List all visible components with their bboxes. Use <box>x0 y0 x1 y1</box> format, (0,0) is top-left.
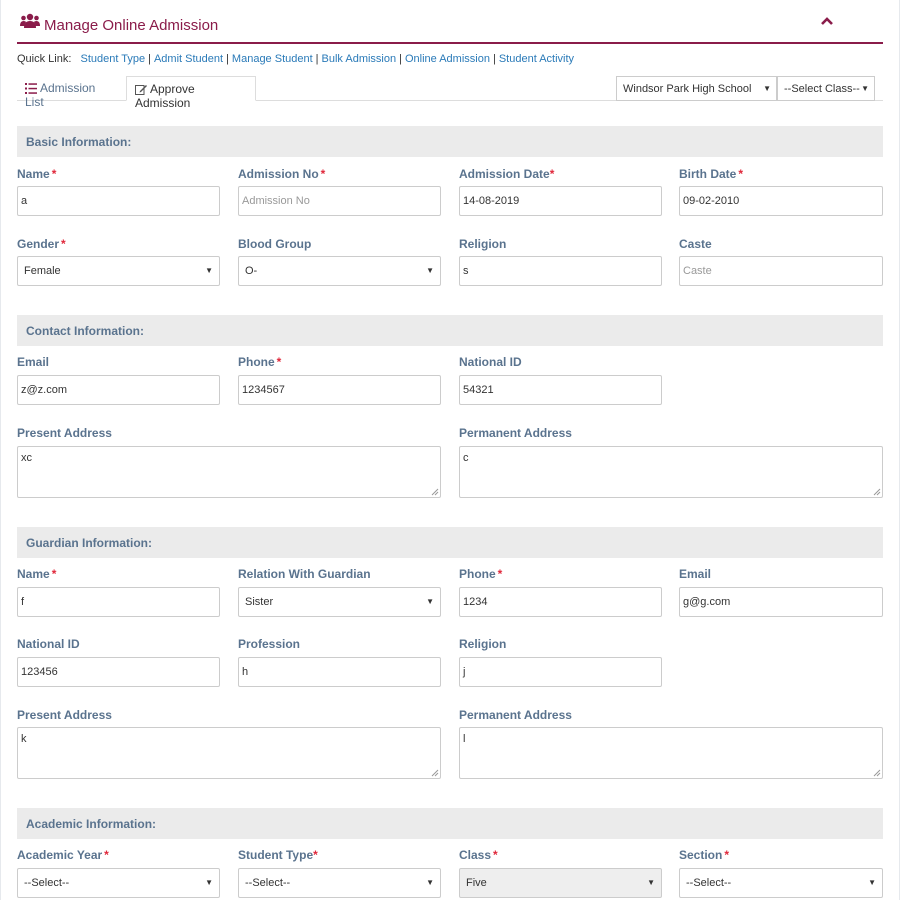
class-select[interactable] <box>459 868 662 898</box>
guardian-email-input[interactable]: g@g.com <box>679 587 883 617</box>
gender-select[interactable] <box>17 256 220 286</box>
panel-header <box>17 0 883 44</box>
caret-down-icon: ▼ <box>205 266 213 275</box>
list-ol-icon <box>25 83 37 94</box>
national-id-label: National ID <box>459 355 522 369</box>
relation-select[interactable] <box>238 587 441 617</box>
class-filter-value: --Select Class-- <box>784 83 860 95</box>
caste-label: Caste <box>679 237 712 251</box>
guardian-phone-input[interactable]: 1234 <box>459 587 662 617</box>
admission-no-label: Admission No * <box>238 167 326 181</box>
class-value: Five <box>466 877 487 889</box>
permanent-address-textarea[interactable] <box>459 446 883 498</box>
guardian-permanent-address-value: l <box>463 733 466 745</box>
email-input[interactable]: z@z.com <box>17 375 220 405</box>
academic-year-label: Academic Year * <box>17 848 109 862</box>
separator: | <box>315 53 319 65</box>
admission-no-input[interactable]: Admission No <box>238 186 441 216</box>
link-bulk-admission[interactable]: Bulk Admission <box>321 53 397 65</box>
guardian-name-label: Name * <box>17 567 57 581</box>
profession-label: Profession <box>238 637 301 651</box>
caret-down-icon: ▼ <box>763 84 771 93</box>
guardian-present-address-value: k <box>21 733 27 745</box>
tab-admission-list[interactable] <box>17 76 124 109</box>
separator: | <box>399 53 402 65</box>
section-basic-information: Basic Information: <box>17 126 883 157</box>
section-contact-information: Contact Information: <box>17 315 883 346</box>
link-online-admission[interactable]: Online Admission <box>404 53 490 65</box>
present-address-value: xc <box>21 452 32 464</box>
name-label: Name * <box>17 167 57 181</box>
gender-value: Female <box>24 265 61 277</box>
section-academic-information: Academic Information: <box>17 808 883 839</box>
caret-down-icon: ▼ <box>205 878 213 887</box>
quick-links-label: Quick Link: <box>17 53 72 65</box>
admission-date-input[interactable]: 14-08-2019 <box>459 186 662 216</box>
student-type-select[interactable] <box>238 868 441 898</box>
guardian-religion-label: Religion <box>459 637 507 651</box>
tab-approve-admission-label: Approve Admission <box>135 82 195 110</box>
present-address-label: Present Address <box>17 426 112 440</box>
link-admit-student[interactable]: Admit Student <box>153 53 224 65</box>
guardian-email-label: Email <box>679 567 712 581</box>
tab-approve-admission[interactable] <box>126 76 256 110</box>
gender-label: Gender * <box>17 237 66 251</box>
caret-down-icon: ▼ <box>426 878 434 887</box>
student-type-value: --Select-- <box>245 877 291 889</box>
present-address-textarea[interactable] <box>17 446 441 498</box>
birth-date-label: Birth Date * <box>679 167 744 181</box>
email-label: Email <box>17 355 50 369</box>
phone-input[interactable]: 1234567 <box>238 375 441 405</box>
academic-year-select[interactable] <box>17 868 220 898</box>
phone-label: Phone * <box>238 355 282 369</box>
guardian-present-address-textarea[interactable] <box>17 727 441 779</box>
blood-group-select[interactable] <box>238 256 441 286</box>
caret-down-icon: ▼ <box>426 266 434 275</box>
section-value: --Select-- <box>686 877 732 889</box>
school-select-value: Windsor Park High School <box>623 83 752 95</box>
class-filter-select[interactable] <box>777 76 875 101</box>
separator: | <box>492 53 496 65</box>
guardian-name-input[interactable]: f <box>17 587 220 617</box>
caret-down-icon: ▼ <box>647 878 655 887</box>
guardian-permanent-address-label: Permanent Address <box>459 708 572 722</box>
link-manage-student[interactable]: Manage Student <box>231 53 313 65</box>
section-label: Section * <box>679 848 730 862</box>
academic-year-value: --Select-- <box>24 877 70 889</box>
national-id-input[interactable]: 54321 <box>459 375 662 405</box>
admission-date-label: Admission Date* <box>459 167 555 181</box>
users-icon <box>20 13 40 29</box>
blood-group-value: O- <box>245 265 258 277</box>
page-title: Manage Online Admission <box>44 17 219 34</box>
section-select[interactable] <box>679 868 883 898</box>
resize-grip-icon[interactable] <box>873 769 881 777</box>
religion-label: Religion <box>459 237 507 251</box>
separator: | <box>226 53 229 65</box>
name-input[interactable]: a <box>17 186 220 216</box>
relation-value: Sister <box>245 596 274 608</box>
profession-input[interactable]: h <box>238 657 441 687</box>
religion-input[interactable]: s <box>459 256 662 286</box>
link-student-activity[interactable]: Student Activity <box>498 53 575 65</box>
caret-down-icon: ▼ <box>861 84 869 93</box>
section-guardian-information: Guardian Information: <box>17 527 883 558</box>
guardian-permanent-address-textarea[interactable] <box>459 727 883 779</box>
caret-down-icon: ▼ <box>426 597 434 606</box>
guardian-present-address-label: Present Address <box>17 708 112 722</box>
permanent-address-value: c <box>463 452 469 464</box>
birth-date-input[interactable]: 09-02-2010 <box>679 186 883 216</box>
caret-down-icon: ▼ <box>868 878 876 887</box>
guardian-religion-input[interactable]: j <box>459 657 662 687</box>
school-select[interactable] <box>616 76 777 101</box>
permanent-address-label: Permanent Address <box>459 426 572 440</box>
relation-label: Relation With Guardian <box>238 567 371 581</box>
guardian-national-id-input[interactable]: 123456 <box>17 657 220 687</box>
tab-admission-list-label: Admission List <box>25 81 96 109</box>
student-type-label: Student Type* <box>238 848 318 862</box>
resize-grip-icon[interactable] <box>873 488 881 496</box>
edit-icon <box>135 84 147 95</box>
guardian-national-id-label: National ID <box>17 637 80 651</box>
caste-input[interactable]: Caste <box>679 256 883 286</box>
resize-grip-icon[interactable] <box>431 488 439 496</box>
link-student-type[interactable]: Student Type <box>80 53 146 65</box>
quick-links <box>17 53 574 65</box>
resize-grip-icon[interactable] <box>431 769 439 777</box>
blood-group-label: Blood Group <box>238 237 312 251</box>
class-label: Class * <box>459 848 498 862</box>
guardian-phone-label: Phone * <box>459 567 503 581</box>
chevron-up-icon[interactable] <box>818 14 836 28</box>
separator: | <box>148 53 151 65</box>
